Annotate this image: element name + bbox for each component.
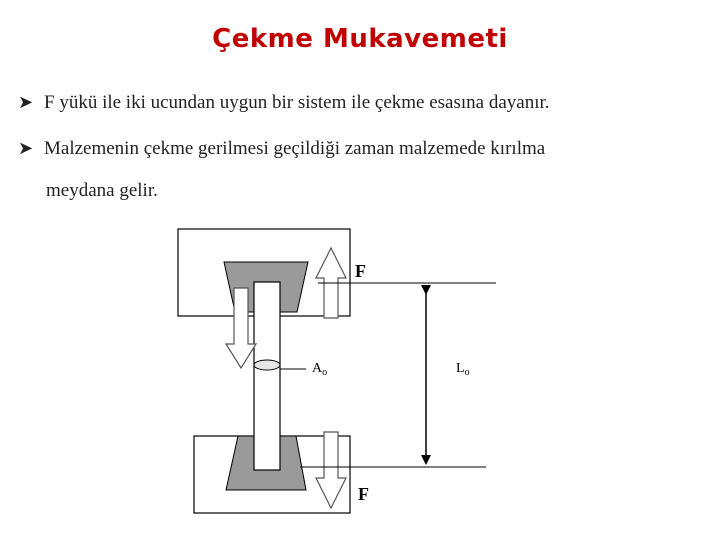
specimen-bar: [254, 282, 280, 470]
arrow-bullet-icon: ➤: [18, 92, 34, 112]
bullet-text-2: Malzemenin çekme gerilmesi geçildiği zaman malzemede kırılma: [44, 138, 546, 159]
force-arrow-down: [316, 432, 346, 508]
area-label: $A_o$: [312, 361, 328, 378]
page-title: Çekme Mukavemeti: [212, 24, 508, 54]
force-label-top: F: [355, 261, 366, 281]
length-label: $L_o$: [456, 361, 470, 378]
bullet-text-1: F yükü ile iki ucundan uygun bir sistem ile çekme esasına dayanır.: [44, 92, 550, 113]
cross-section-ellipse: [254, 360, 280, 370]
bullet-text-2-continuation: meydana gelir.: [46, 180, 158, 201]
arrow-bullet-icon: ➤: [18, 138, 34, 158]
force-label-bottom: F: [358, 484, 369, 504]
